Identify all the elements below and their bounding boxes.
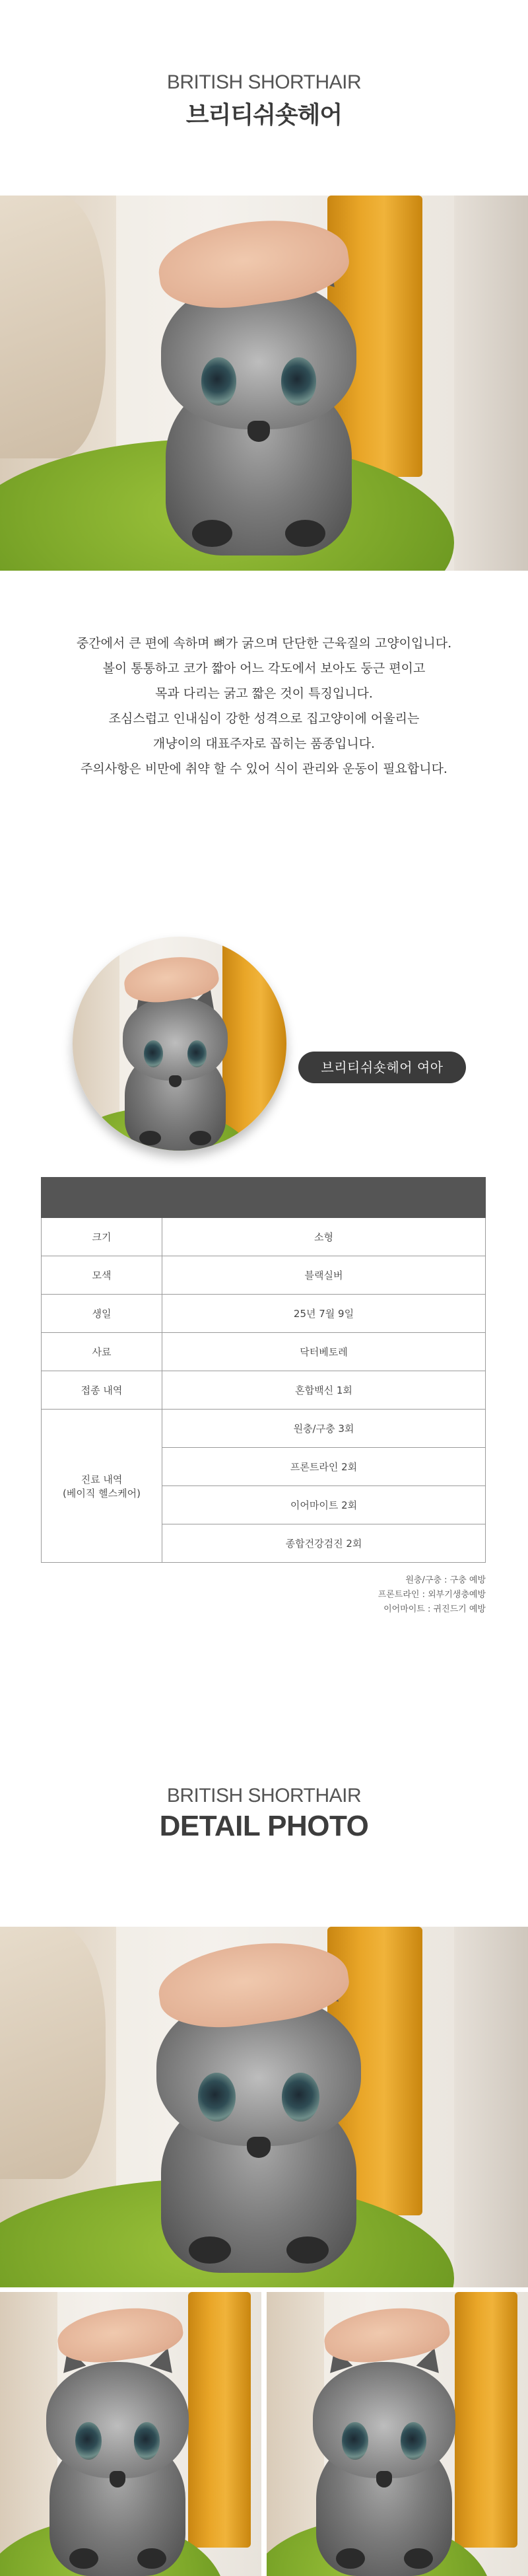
legend-notes (378, 1573, 486, 1617)
detail-title-main: DETAIL PHOTO (159, 1810, 369, 1842)
table-row (42, 1410, 486, 1448)
care-history-key (42, 1410, 162, 1563)
row-value: 프론트라인 2회 (162, 1448, 486, 1486)
description-line: 중간에서 큰 편에 속하며 뼈가 굵으며 단단한 근육질의 고양이입니다. (76, 636, 452, 651)
row-key: 사료 (42, 1333, 162, 1371)
profile-cat-photo (73, 937, 286, 1151)
row-key: 크기 (42, 1218, 162, 1256)
row-value: 25년 7월 9일 (162, 1295, 486, 1333)
row-value: 닥터베토레 (162, 1333, 486, 1371)
name-badge: 브리티쉬숏헤어 여아 (298, 1052, 466, 1083)
description-line: 개냥이의 대표주자로 꼽히는 품종입니다. (152, 736, 376, 751)
table-row (42, 1371, 486, 1410)
row-value: 종합건강검진 2회 (162, 1524, 486, 1563)
row-key: 생일 (42, 1295, 162, 1333)
table-row (42, 1295, 486, 1333)
description-line: 목과 다리는 굵고 짧은 것이 특징입니다. (155, 686, 373, 701)
description-line: 조심스럽고 인내심이 강한 성격으로 집고양이에 어울리는 (108, 711, 420, 726)
table-row (42, 1256, 486, 1295)
care-key-line: 진료 내역 (81, 1473, 123, 1485)
row-value: 블랙실버 (162, 1256, 486, 1295)
detail-cat-photo-left (0, 2292, 261, 2576)
table-row (42, 1333, 486, 1371)
care-key-line: (베이직 헬스케어) (63, 1487, 141, 1499)
detail-header (0, 1785, 528, 1843)
note-line: 원충/구충 : 구충 예방 (405, 1575, 486, 1585)
info-table (41, 1177, 486, 1563)
note-line: 이어마이트 : 귀진드기 예방 (383, 1604, 486, 1614)
table-header-row (42, 1178, 486, 1218)
main-cat-photo (0, 196, 528, 571)
title-english: BRITISH SHORTHAIR (166, 71, 362, 93)
detail-title-english: BRITISH SHORTHAIR (166, 1785, 362, 1807)
row-value: 이어마이트 2회 (162, 1486, 486, 1524)
description-line: 볼이 통통하고 코가 짧아 어느 각도에서 보아도 둥근 편이고 (102, 661, 426, 676)
breed-description (0, 631, 528, 781)
row-value: 원충/구충 3회 (162, 1410, 486, 1448)
row-key: 모색 (42, 1256, 162, 1295)
description-line: 주의사항은 비만에 취약 할 수 있어 식이 관리와 운동이 필요합니다. (81, 762, 447, 776)
row-value: 혼합백신 1회 (162, 1371, 486, 1410)
header (0, 71, 528, 130)
table-row (42, 1218, 486, 1256)
row-value: 소형 (162, 1218, 486, 1256)
note-line: 프론트라인 : 외부기생충예방 (378, 1590, 486, 1600)
detail-cat-photo-right (267, 2292, 528, 2576)
title-korean: 브리티쉬숏헤어 (185, 102, 343, 129)
row-key: 접종 내역 (42, 1371, 162, 1410)
detail-cat-photo-large (0, 1927, 528, 2287)
